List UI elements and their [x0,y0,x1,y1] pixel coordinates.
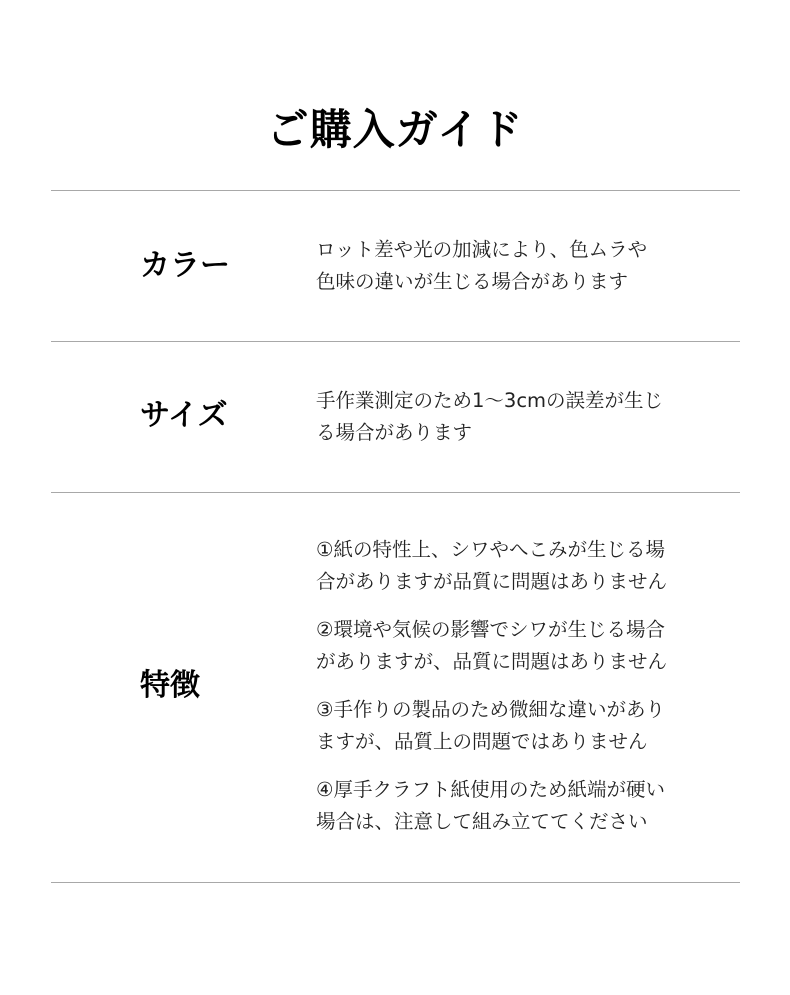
guide-row-color [51,191,740,341]
feature-item: ②環境や気候の影響でシワが生じる場合 がありますが、品質に問題はありません [316,618,668,673]
feature-item: ③手作りの製品のため微細な違いがあり ますが、品質上の問題ではありません [316,698,665,753]
row-label-features: 特徴 [140,668,200,703]
row-label-color: カラー [140,248,230,283]
divider [51,882,740,883]
feature-item: ①紙の特性上、シワやへこみが生じる場 合がありますが品質に問題はありません [316,538,668,593]
color-description: ロット差や光の加減により、色ムラや 色味の違いが生じる場合があります [316,238,648,293]
feature-item: ④厚手クラフト紙使用のため紙端が硬い 場合は、注意して組み立ててください [316,778,665,833]
guide-row-features [51,493,740,882]
page-title: ご購入ガイド [266,105,524,155]
row-label-size: サイズ [140,398,228,433]
row-text-features [316,534,736,854]
row-text-size [316,385,736,449]
row-text-color [316,234,736,298]
size-description: 手作業測定のため1〜3cmの誤差が生じ る場合があります [316,389,664,444]
guide-row-size [51,342,740,492]
